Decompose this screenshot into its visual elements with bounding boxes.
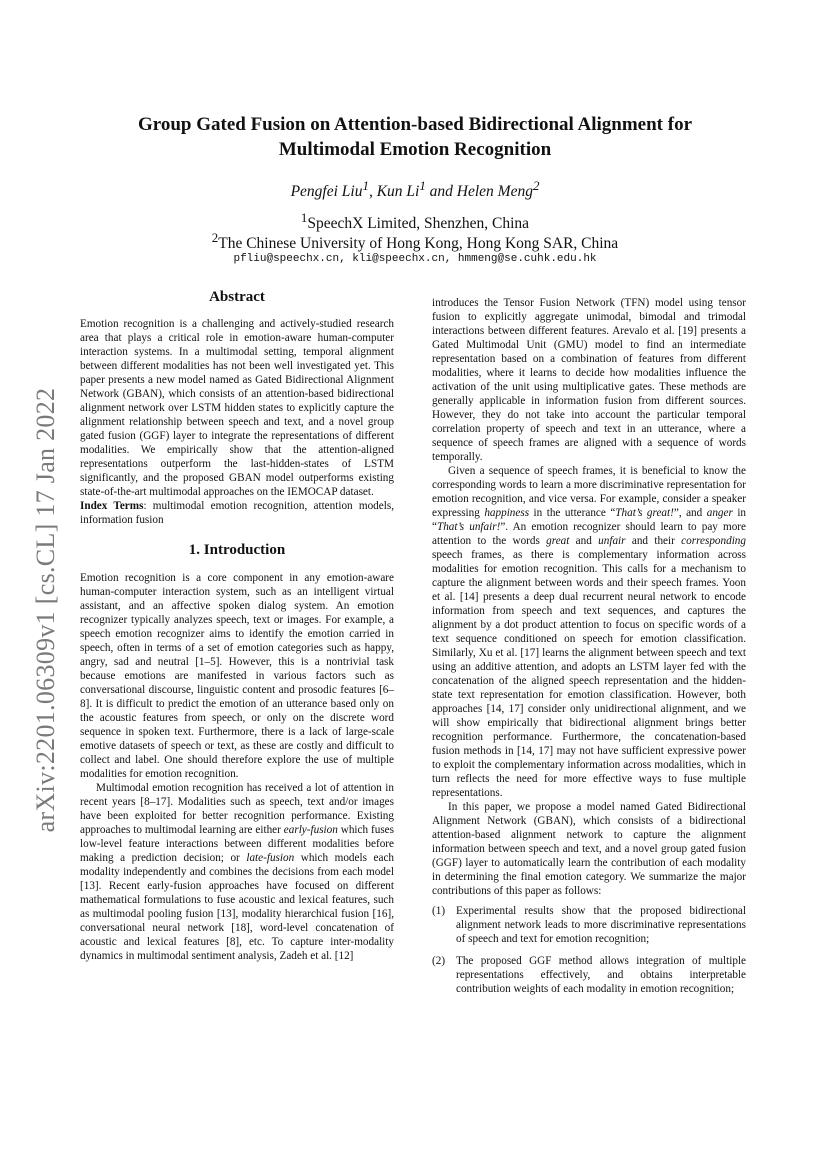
- author-affil-mark: 2: [532, 178, 540, 193]
- contribution-item: [432, 954, 746, 996]
- emphasis-happiness: happiness: [484, 507, 530, 519]
- text-run: in “: [432, 507, 747, 533]
- arxiv-side-identifier: [26, 370, 66, 850]
- affiliation-text: The Chinese University of Hong Kong, Hong Kong SAR, China: [218, 235, 619, 253]
- title-line-2: Multimodal Emotion Recognition: [278, 139, 552, 160]
- author-affil-mark: 1: [419, 178, 426, 193]
- text-run: Multimodal emotion recognition has received a lot of attention in recent years [8–17]. Modalities such as speech, text and/or images have been exploited for better recognition performance. Existing approaches to multimodal learning are either: [80, 782, 394, 836]
- contribution-text: The proposed GGF method allows integration of multiple representations effectively, and obtains interpretable contribution weights of each modality in emotion recognition;: [456, 955, 746, 995]
- abstract-heading: Abstract: [209, 289, 265, 305]
- arxiv-id-text: arXiv:2201.06309v1 [cs.CL] 17 Jan 2022: [31, 387, 60, 833]
- affiliation-mark: 2: [211, 230, 219, 245]
- affiliation-2: [80, 230, 750, 253]
- index-terms: [80, 499, 394, 527]
- author-name: Pengfei Liu: [290, 183, 363, 201]
- right-paragraph-1: introduces the Tensor Fusion Network (TFN) model using tensor fusion to explicitly aggregate unimodal, bimodal and trimodal interactions between different features. Arevalo et al. [19] presents a Gated Multimodal Unit (GMU) model to find an intermediate representation based on a combination of features from different modalities, where it learns to decide how modalities influence the activation of the unit using multiplicative gates. These methods are generally applicable in information fusion from different sources. However, they do not take into account the particular temporal correlation property of speech and text in an utterance, where a sequence of speech frames are aligned with a sequence of words temporally.: [432, 297, 746, 463]
- author-name: Helen Meng: [456, 183, 533, 201]
- author-separator: and: [425, 183, 457, 201]
- emphasis-quote-great: That’s great!: [615, 507, 674, 519]
- contribution-text: Experimental results show that the proposed bidirectional alignment network leads to more discriminative representations of speech and text for emotion recognition;: [456, 905, 746, 945]
- text-run: which models each modality independently and combines the decisions from each model [13]. Recent early-fusion approaches have focused on different mathematical formulations to fuse acoustic and lexical features, such as multimodal pooling fusion [13], modality hierarchical fusion [16], conversational neural network [18], word-level concatenation of acoustic and lexical features [8], etc. To capture inter-modality dynamics in multimodal sentiment analysis, Zadeh et al. [12]: [80, 852, 394, 962]
- abstract-paragraph: Emotion recognition is a challenging and actively-studied research area that plays a critical role in emotion-aware human-computer interaction systems. In a multimodal setting, temporal alignment between different modalities has not been well investigated yet. This paper presents a new model named as Gated Bidirectional Alignment Network (GBAN), which consists of an attention-based bidirectional alignment network over LSTM hidden states to explicitly capture the alignment relationship between speech and text, and a novel group gated fusion (GGF) layer to integrate the representations of different modalities. We empirically show that the attention-aligned representations outperform the last-hidden-states of LSTM significantly, and the proposed GBAN model outperforms existing state-of-the-art multimodal approaches on the IEMOCAP dataset.: [80, 318, 394, 498]
- emphasis-unfair: unfair: [598, 535, 626, 547]
- author-list: [80, 178, 750, 201]
- text-run: Given a sequence of speech frames, it is beneficial to know the corresponding words to learn a more discriminative representation for emotion recognition, and vice versa. For example, consider a speaker expressing: [432, 465, 746, 519]
- right-column: [432, 296, 746, 1004]
- emphasis-great: great: [546, 535, 570, 547]
- emphasis-early-fusion: early-fusion: [283, 824, 338, 836]
- introduction-heading: 1. Introduction: [188, 542, 286, 558]
- emphasis-anger: anger: [706, 507, 733, 519]
- right-paragraph-2: [432, 464, 746, 800]
- intro-paragraph-1: Emotion recognition is a core component in any emotion-aware human-computer interaction system, such as an intelligent virtual assistant, and an affective spoken dialog system. An emotion recognizer typically analyzes speech, text or images. For example, a speech emotion recognizer aims to identify the emotion carried in speech, often in terms of a set of emotion categories such as happy, angry, sad and neutral [1–5]. However, this is a nontrivial task because emotions are manifested in various factors such as conversational discourse, linguistic content and prosodic features [6–8]. It is difficult to predict the emotion of an utterance based only on the acoustic features from speech, or only on the discrete word sequence in spoken text. Furthermore, there is a lack of large-scale emotive datasets of speech or text, as these are costly and difficult to collect and label. One should therefore explore the use of multiple modalities for emotion recognition.: [80, 572, 394, 780]
- title-line-1: Group Gated Fusion on Attention-based Bidirectional Alignment for: [137, 114, 693, 135]
- contribution-number: (1): [432, 905, 446, 917]
- contribution-item: [432, 904, 746, 946]
- emphasis-quote-unfair: That’s unfair!: [436, 521, 501, 533]
- text-run: speech frames, as there is complementary information across modalities for emotion recognition. This calls for a mechanism to capture the alignment between words and their speech frames. Yoon et al. [14] presents a deep dual recurrent neural network to encode information from speech and text sequences, and captures the alignment by a dot product attention to focus on specific words of a text sequence conditioned on speech for emotion classification. Similarly, Xu et al. [17] learns the alignment between speech and text using an additive attention, and adopts an LSTM layer fed with the concatenation of the aligned speech representation and the hidden-state text representation for emotion classification. However, both approaches [14, 17] consider only unidirectional alignment, and we will show empirically that bidirectional alignment brings better recognition performance. Furthermore, the concatenation-based fusion methods in [14, 17] may not have sufficient expressive power to exploit the complementary information across modalities, which in turn reflects the need for more effective ways to fuse multiple representations.: [432, 549, 746, 799]
- text-run: ”. An emotion recognizer should learn to pay more attention to the words: [432, 521, 746, 547]
- affiliation-text: SpeechX Limited, Shenzhen, China: [307, 215, 530, 233]
- author-emails: pfliu@speechx.cn, kli@speechx.cn, hmmeng@se.cuhk.edu.hk: [233, 253, 597, 265]
- emphasis-corresponding: corresponding: [681, 535, 746, 547]
- affiliation-mark: 1: [300, 210, 308, 225]
- author-name: Kun Li: [376, 183, 420, 201]
- emphasis-late-fusion: late-fusion: [246, 852, 295, 864]
- author-separator: ,: [368, 183, 377, 201]
- right-paragraph-3: In this paper, we propose a model named Gated Bidirectional Alignment Network (GBAN), which consists of a bidirectional attention-based alignment network to capture the alignment information between speech and text, and a novel group gated fusion (GGF) layer to automatically learn the contribution of each modality in determining the final emotion category. We summarize the major contributions of this paper as follows:: [432, 801, 746, 897]
- contribution-number: (2): [432, 955, 446, 967]
- text-run: and their: [625, 535, 682, 547]
- paper-title: [80, 112, 750, 162]
- text-run: in the utterance “: [529, 507, 616, 519]
- left-column: [80, 290, 394, 963]
- contributions-list: [432, 904, 746, 996]
- text-run: which fuses low-level feature interactions between different modalities before making a prediction decision; or: [80, 824, 394, 864]
- index-terms-label: Index Terms: [80, 500, 144, 512]
- text-run: ”, and: [673, 507, 707, 519]
- text-run: and: [569, 535, 599, 547]
- author-affil-mark: 1: [362, 178, 369, 193]
- intro-paragraph-2: [80, 781, 394, 963]
- index-terms-text: : multimodal emotion recognition, attention models, information fusion: [80, 500, 394, 526]
